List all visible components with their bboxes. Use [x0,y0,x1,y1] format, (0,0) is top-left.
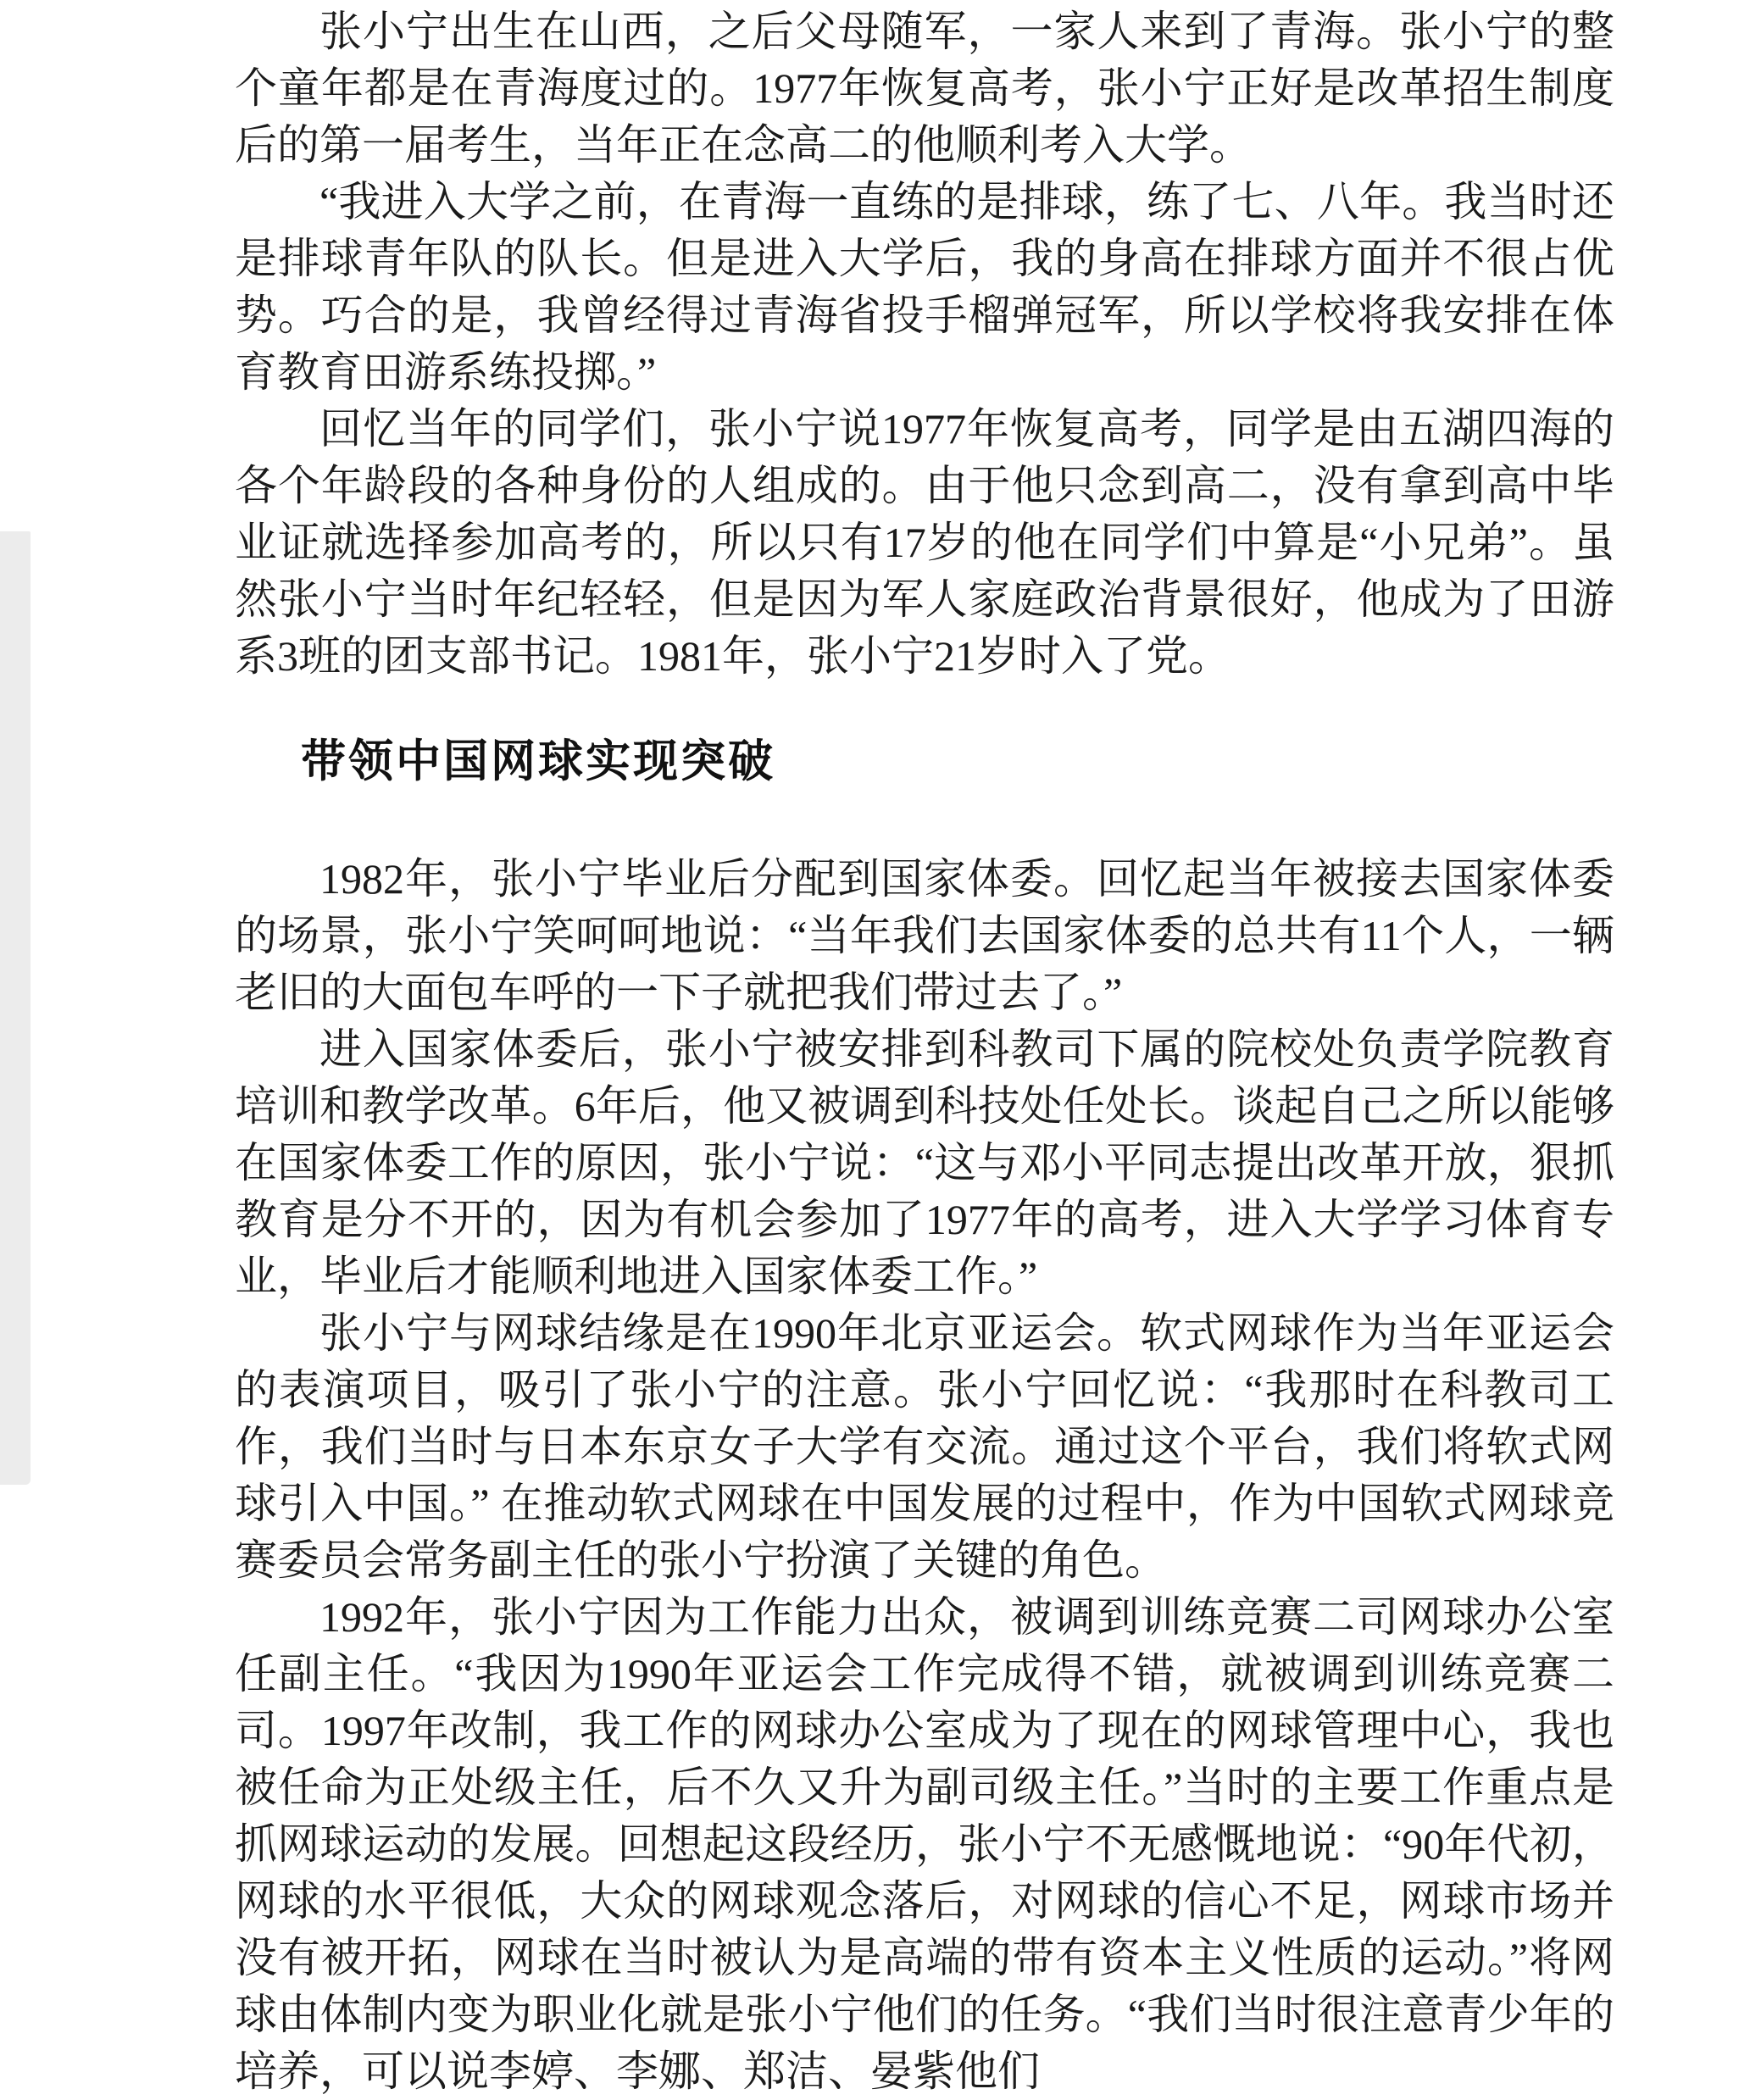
left-margin-strip [0,531,31,1485]
paragraph-1982-assignment: 1982年，张小宁毕业后分配到国家体委。回忆起当年被接去国家体委的场景，张小宁笑呵呵地说：“当年我们去国家体委的总共有11个人，一辆老旧的大面包车呼的一下子就把我们带过去了。” [235,855,1614,1016]
paragraph-classmates: 回忆当年的同学们，张小宁说1977年恢复高考，同学是由五湖四海的各个年龄段的各种身份的人组成的。由于他只念到高二，没有拿到高中毕业证就选择参加高考的，所以只有17岁的他在同学们中算是“小兄弟”。虽然张小宁当时年纪轻轻，但是因为军人家庭政治背景很好，他成为了田游系3班的团支部书记。1981年，张小宁21岁时入了党。 [235,405,1614,680]
paragraph-1992-tennis-office: 1992年，张小宁因为工作能力出众，被调到训练竞赛二司网球办公室任副主任。“我因为1990年亚运会工作完成得不错，就被调到训练竞赛二司。1997年改制，我工作的网球办公室成为了现在的网球管理中心，我也被任命为正处级主任，后不久又升为副司级主任。”当时的主要工作重点是抓网球运动的发展。回想起这段经历，张小宁不无感慨地说：“90年代初，网球的水平很低，大众的网球观念落后，对网球的信心不足，网球市场并没有被开拓，网球在当时被认为是高端的带有资本主义性质的运动。”将网球由体制内变为职业化就是张小宁他们的任务。“我们当时很注意青少年的培养，可以说李婷、李娜、郑洁、晏紫他们 [235,1593,1614,2095]
paragraph-sports-commission-work: 进入国家体委后，张小宁被安排到科教司下属的院校处负责学院教育培训和教学改革。6年后，他又被调到科技处任处长。谈起自己之所以能够在国家体委工作的原因，张小宁说：“这与邓小平同志提出改革开放，狠抓教育是分不开的，因为有机会参加了1977年的高考，进入大学学习体育专业，毕业后才能顺利地进入国家体委工作。” [235,1025,1614,1300]
section-heading: 带领中国网球实现突破 [301,736,775,786]
article-content [235,3,1614,2100]
paragraph-volleyball-quote: “我进入大学之前，在青海一直练的是排球，练了七、八年。我当时还是排球青年队的队长。但是进入大学后，我的身高在排球方面并不很占优势。巧合的是，我曾经得过青海省投手榴弹冠军，所以学校将我安排在体育教育田游系练投掷。” [235,178,1614,396]
paragraph-1990-asian-games-tennis: 张小宁与网球结缘是在1990年北京亚运会。软式网球作为当年亚运会的表演项目，吸引了张小宁的注意。张小宁回忆说：“我那时在科教司工作，我们当时与日本东京女子大学有交流。通过这个平台，我们将软式网球引入中国。” 在推动软式网球在中国发展的过程中，作为中国软式网球竞赛委员会常务副主任的张小宁扮演了关键的角色。 [235,1309,1614,1584]
paragraph-birth-and-gaokao: 张小宁出生在山西，之后父母随军，一家人来到了青海。张小宁的整个童年都是在青海度过的。1977年恢复高考，张小宁正好是改革招生制度后的第一届考生，当年正在念高二的他顺利考入大学。 [235,8,1614,169]
